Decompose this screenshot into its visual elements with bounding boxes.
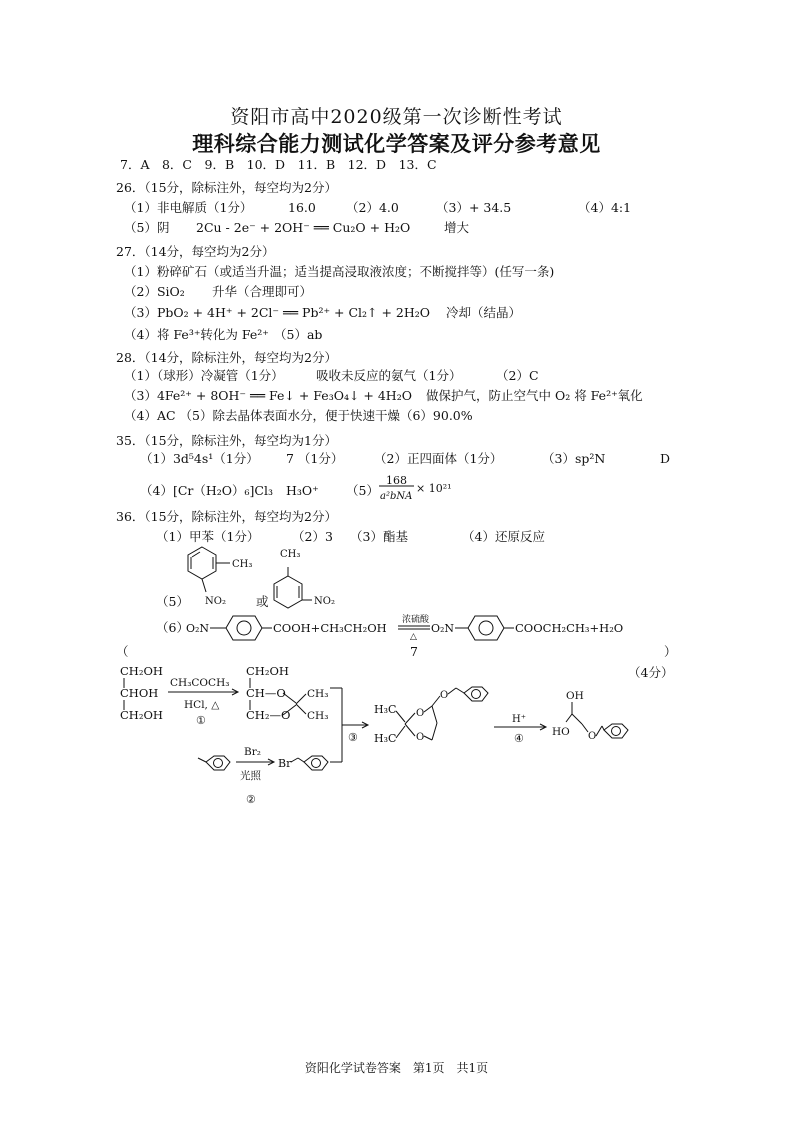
ch3-label-4: CH₃: [307, 710, 329, 722]
q36-7-close: ）: [664, 644, 677, 659]
q26-5b: 增大: [444, 220, 470, 235]
final-product-structure: [552, 690, 628, 742]
exam-title: 资阳市高中2020级第一次诊断性考试: [230, 106, 563, 128]
q26-2: （2）4.0: [346, 200, 399, 215]
o-label-4: O: [588, 731, 597, 742]
benzyl-bromide-structure: [278, 756, 328, 770]
q35-4: （4）[Cr（H₂O）₆]Cl₃: [140, 483, 273, 498]
q36-7-open: （: [116, 644, 129, 659]
q28-2: （2）C: [496, 368, 539, 383]
no2-label: NO₂: [205, 596, 226, 607]
q36-4: （4）还原反应: [462, 529, 545, 544]
q26-5-equation: 2Cu - 2e⁻ + 2OH⁻ ══ Cu₂O + H₂O: [196, 220, 411, 235]
q28-1b: 吸收未反应的氨气（1分）: [316, 368, 462, 383]
q27-3-equation: （3）PbO₂ + 4H⁺ + 2Cl⁻ ══ Pb²⁺ + Cl₂↑ + 2H₂O: [124, 305, 431, 320]
q36-head: 36．（15分，除标注外，每空均为2分）: [116, 509, 338, 524]
fraction-denominator: a²bNA: [380, 491, 413, 502]
q28-3b: 做保护气，防止空气中 O₂ 将 Fe²⁺氧化: [426, 388, 643, 403]
q26-head: 26．（15分，除标注外，每空均为2分）: [116, 180, 338, 195]
glycerol-ch2oh-1: CH₂OH: [120, 664, 163, 678]
o2n-label-2: O₂N: [431, 622, 455, 635]
q27-2: （2）SiO₂: [124, 284, 185, 299]
oh-label: OH: [566, 690, 584, 702]
fraction-numerator: 168: [386, 474, 407, 487]
q26-4: （4）4:1: [578, 200, 632, 215]
step1-number: ①: [196, 714, 206, 727]
glycerol-choh: CHOH: [120, 686, 159, 700]
choice-answers: 7．A 8．C 9．B 10．D 11．B 12．D 13．C: [120, 157, 437, 172]
step2-arrow: [236, 746, 274, 806]
q27-4: （4）将 Fe³⁺转化为 Fe²⁺: [124, 327, 269, 342]
toluene-structure: [198, 756, 230, 770]
q28-3-equation: （3）4Fe²⁺ + 8OH⁻ ══ Fe↓ + Fe₃O₄↓ + 4H₂O: [124, 388, 412, 403]
eq6-right: COOCH₂CH₃+H₂O: [515, 621, 624, 635]
eq6-left: COOH+CH₃CH₂OH: [273, 621, 387, 635]
step1-condition: HCl, △: [184, 699, 220, 711]
eq6-heat: △: [410, 632, 417, 642]
q36-6: （6）: [156, 620, 189, 635]
step3-number: ③: [348, 731, 358, 744]
q26-1b: 16.0: [288, 200, 316, 215]
ch3-label: CH₃: [232, 559, 253, 570]
acetonide-ch2-o: CH₂—O: [246, 708, 291, 722]
acetonide-intermediate: [246, 664, 328, 722]
page-footer: 资阳化学试卷答案 第1页 共1页: [304, 1061, 489, 1075]
q28-head: 28．（14分，除标注外，每空均为2分）: [116, 350, 338, 365]
o-label-3: O: [440, 690, 449, 701]
q36-or: 或: [256, 594, 269, 609]
protected-benzyl-ether: [374, 687, 488, 745]
q28-1: （1）（球形）冷凝管（1分）: [124, 368, 284, 383]
merge-bracket: [330, 688, 368, 762]
br-label: Br: [278, 757, 292, 770]
glycerol-structure: [120, 664, 163, 722]
acetonide-ch-o: CH—O: [246, 686, 286, 700]
step4-arrow: [494, 714, 546, 745]
q27-2b: 升华（合理即可）: [212, 284, 313, 299]
no2-label-2: NO₂: [314, 596, 335, 607]
q36-7-number: 7: [410, 644, 418, 659]
glycerol-ch2oh-2: CH₂OH: [120, 708, 163, 722]
ho-label: HO: [552, 726, 570, 738]
fraction-multiplier: × 10²¹: [416, 482, 452, 495]
o-label-1: O: [416, 708, 425, 719]
q26-3: （3）+ 34.5: [436, 200, 512, 215]
step2-condition: 光照: [240, 770, 261, 782]
step1-arrow: [168, 677, 238, 727]
q36-5: （5）: [156, 594, 189, 609]
q35-head: 35．（15分，除标注外，每空均为1分）: [116, 433, 338, 448]
q28-4: （4）AC （5）除去晶体表面水分，便于快速干燥（6）90.0%: [124, 408, 473, 423]
q35-1b: 7 （1分）: [286, 451, 344, 466]
q26-1: （1）非电解质（1分）: [124, 200, 253, 215]
m-nitrotoluene-structure: [274, 549, 335, 608]
q27-3b: 冷却（结晶）: [446, 305, 522, 320]
step4-number: ④: [514, 732, 524, 745]
reagent-br2: Br₂: [244, 746, 261, 758]
q36-1: （1）甲苯（1分）: [156, 529, 260, 544]
q26-5: （5）阴: [124, 220, 170, 235]
o-nitrotoluene-structure: [188, 547, 252, 607]
o2n-label: O₂N: [186, 622, 210, 635]
q35-5: （5）: [346, 483, 379, 498]
ch3-label-3: CH₃: [307, 688, 329, 700]
q35-3: （3）sp²N: [542, 451, 606, 466]
answer-key-title: 理科综合能力测试化学答案及评分参考意见: [192, 132, 601, 156]
q35-2: （2）正四面体（1分）: [374, 451, 503, 466]
q35-4b: H₃O⁺: [286, 483, 319, 498]
o-label-2: O: [416, 732, 425, 743]
q36-2: （2）3: [292, 529, 333, 544]
esterification-equation: [186, 613, 623, 642]
q27-1: （1）粉碎矿石（或适当升温；适当提高浸取液浓度；不断搅拌等）(任写一条): [124, 264, 555, 279]
ch3-label-2: CH₃: [280, 549, 301, 560]
step2-number: ②: [246, 793, 256, 806]
q27-head: 27．（14分，每空均为2分）: [116, 244, 275, 259]
h3c-label-2: H₃C: [374, 732, 397, 745]
q35-3b: D: [660, 451, 671, 466]
q27-5: （5）ab: [274, 327, 323, 342]
acetonide-ch2oh: CH₂OH: [246, 664, 289, 678]
reagent-acetone: CH₃COCH₃: [170, 677, 230, 689]
q35-1: （1）3d⁵4s¹（1分）: [140, 451, 259, 466]
eq6-condition: 浓硫酸: [402, 615, 430, 625]
h3c-label-1: H₃C: [374, 703, 397, 716]
q36-7-score: （4分）: [628, 665, 674, 680]
q36-3: （3）酯基: [350, 529, 408, 544]
reagent-h-plus: H⁺: [512, 714, 526, 725]
